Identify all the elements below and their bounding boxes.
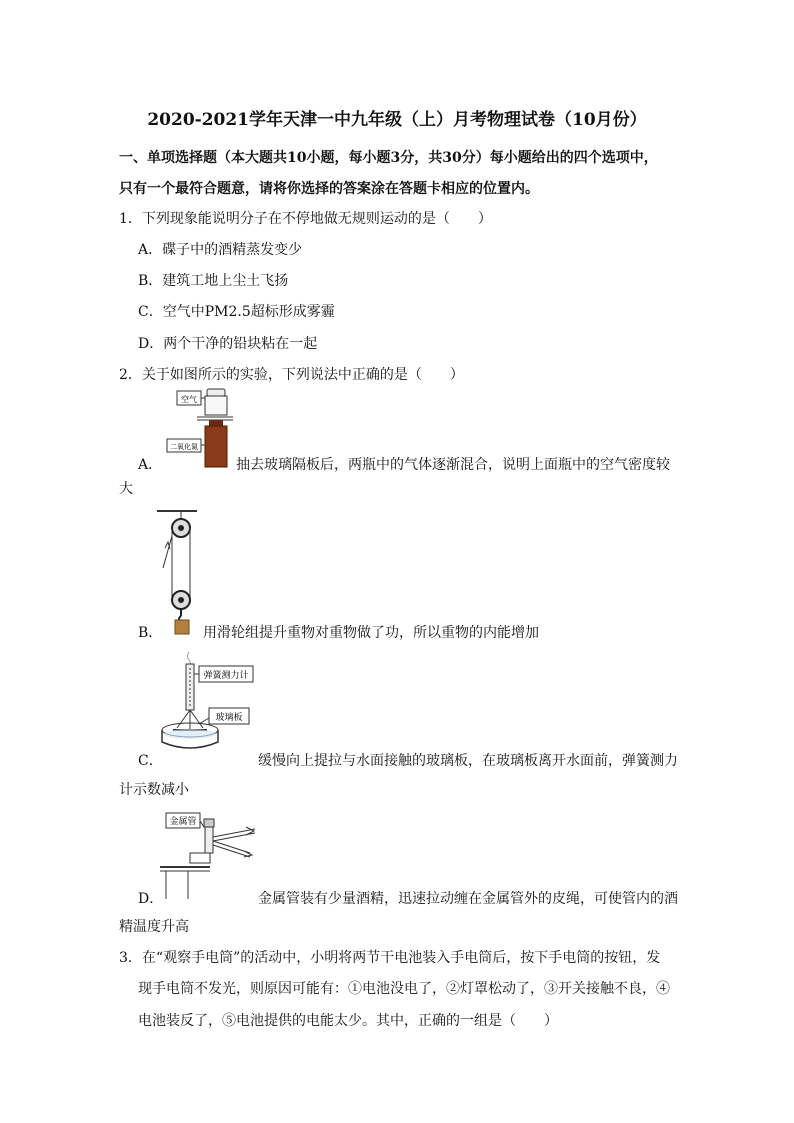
q2-option-c-text: 缓慢向上提拉与水面接触的玻璃板，在玻璃板离开水面前，弹簧测力 (258, 753, 678, 769)
q2-option-d-text-cont: 精温度升高 (119, 919, 189, 935)
spring-scale-figure (155, 650, 255, 750)
figure-label-no2: 二氧化氮 (170, 443, 198, 451)
page-title: 2020-2021学年天津一中九年级（上）月考物理试卷（10月份） (147, 110, 647, 130)
section-heading-line2: 只有一个最符合题意，请将你选择的答案涂在答题卡相应的位置内。 (119, 181, 539, 197)
q1-option-d: D．两个干净的铅块粘在一起 (138, 336, 318, 352)
figure-label-metal-tube: 金属管 (169, 817, 197, 827)
q2-option-c-label: C． (138, 753, 163, 769)
gas-diffusion-figure (165, 387, 235, 472)
figure-label-air: 空气 (181, 395, 197, 404)
q2-option-c-text-cont: 计示数减小 (119, 782, 189, 798)
q1-stem: 1．下列现象能说明分子在不停地做无规则运动的是（ ） (119, 211, 492, 227)
q3-stem-line1: 3．在“观察手电筒”的活动中，小明将两节干电池装入手电筒后，按下手电筒的按钮，发 (119, 950, 661, 966)
section-heading-line1: 一、单项选择题（本大题共10小题，每小题3分，共30分）每小题给出的四个选项中， (119, 150, 658, 166)
q1-option-b: B．建筑工地上尘土飞扬 (138, 273, 289, 289)
q2-option-d-text: 金属管装有少量酒精，迅速拉动缠在金属管外的皮绳，可使管内的酒 (258, 891, 678, 907)
q1-option-c: C．空气中PM2.5超标形成雾霾 (138, 304, 335, 320)
q1-option-a: A．碟子中的酒精蒸发变少 (138, 242, 303, 258)
q2-option-d-label: D． (138, 891, 164, 907)
q2-option-a-label: A． (138, 457, 163, 473)
pulley-figure (155, 508, 200, 636)
figure-label-glass-plate: 玻璃板 (215, 713, 243, 723)
q2-option-b-label: B． (138, 625, 163, 641)
q3-stem-line2: 现手电筒不发光，则原因可能有：①电池没电了，②灯罩松动了，③开关接触不良，④ (138, 981, 670, 997)
q2-option-a-text-cont: 大 (119, 481, 133, 497)
q2-option-a-text: 抽去玻璃隔板后，两瓶中的气体逐渐混合，说明上面瓶中的空气密度较 (236, 457, 670, 473)
metal-tube-figure (160, 807, 260, 902)
figure-label-spring-scale: 弹簧测力计 (203, 671, 249, 681)
q2-stem: 2．关于如图所示的实验，下列说法中正确的是（ ） (119, 367, 464, 383)
q2-option-b-text: 用滑轮组提升重物对重物做了功，所以重物的内能增加 (203, 625, 539, 641)
q3-stem-line3: 电池装反了，⑤电池提供的电能太少。其中，正确的一组是（ ） (138, 1013, 558, 1029)
